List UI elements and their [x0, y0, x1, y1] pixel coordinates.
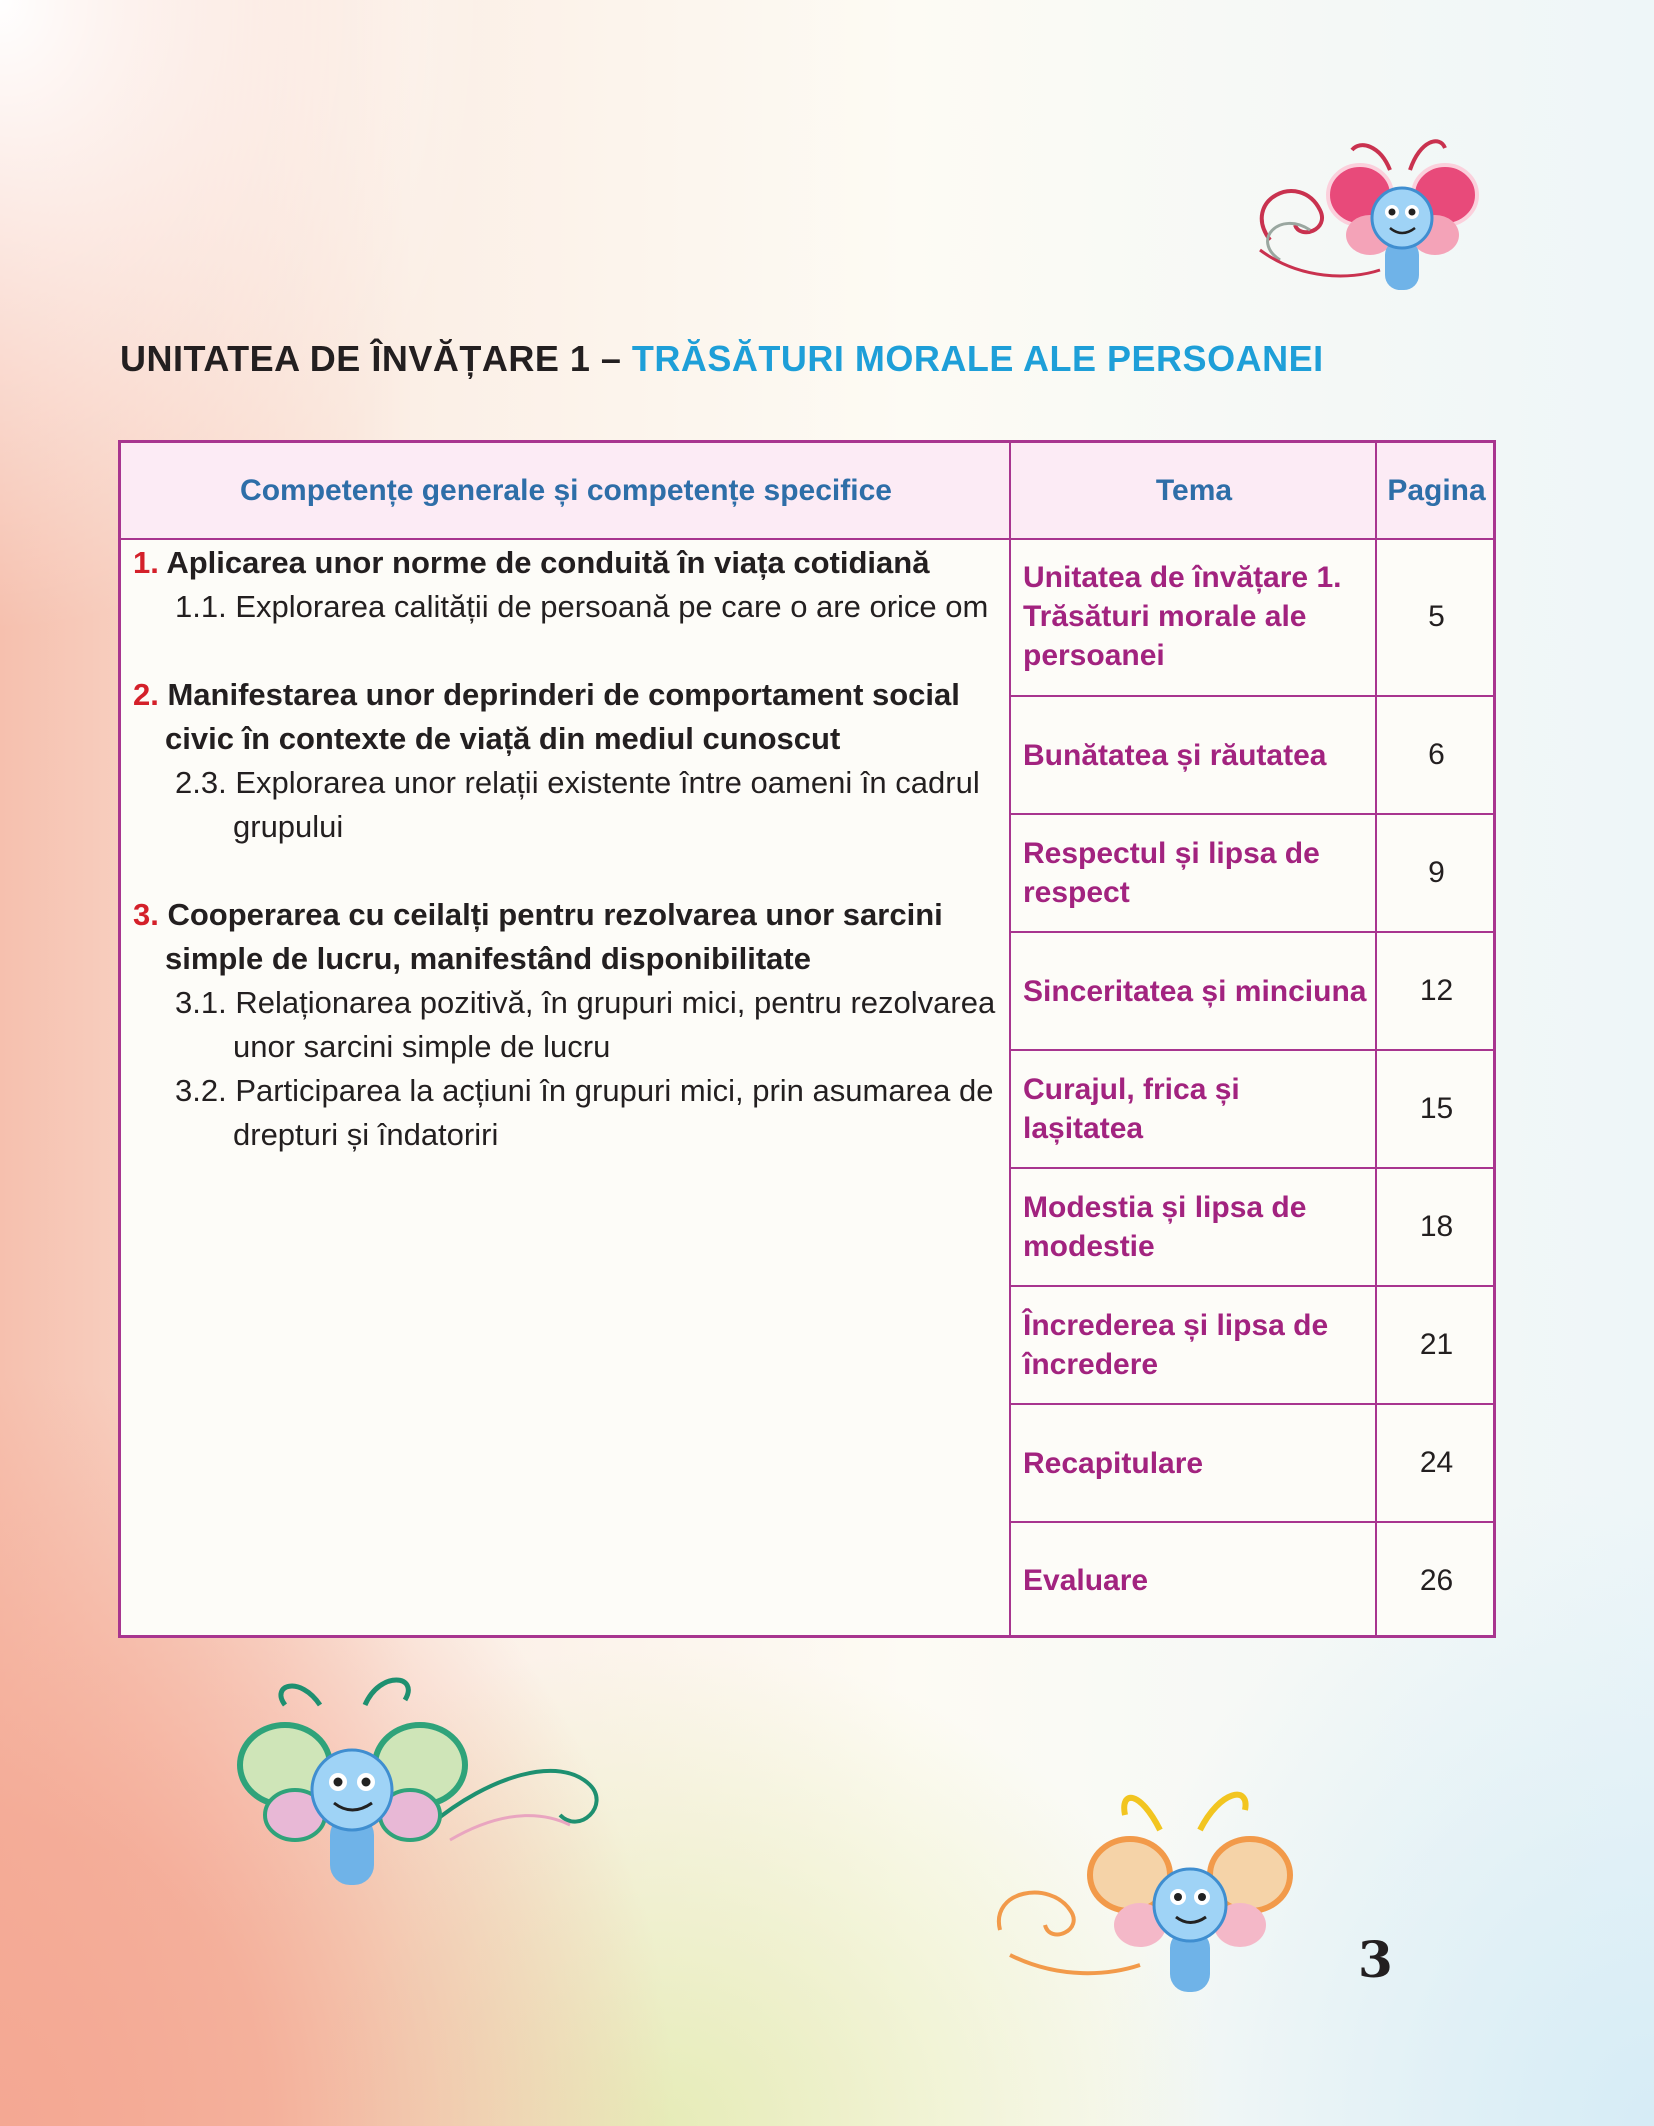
- theme-rows: [1011, 538, 1496, 1638]
- competence-number: 3.: [133, 897, 159, 932]
- table-row: [1011, 933, 1496, 1051]
- general-competence: [133, 541, 1013, 585]
- page-number-cell: 9: [1428, 856, 1445, 889]
- theme-link[interactable]: Evaluare: [1023, 1564, 1149, 1597]
- page-number: 3: [1358, 1930, 1393, 1989]
- competences-table: [118, 440, 1496, 1638]
- table-row: [1011, 1287, 1496, 1405]
- page-number-cell: 21: [1419, 1328, 1454, 1361]
- page-number-cell: 26: [1419, 1563, 1454, 1597]
- table-row: [1011, 815, 1496, 933]
- competence-text: Manifestarea unor deprinderi de comportament social civic în contexte de viață din mediul cunoscut: [165, 677, 960, 756]
- theme-link[interactable]: Unitatea de învățare 1. Trăsături morale ale persoanei: [1023, 561, 1342, 672]
- competence-number: 1.: [133, 545, 159, 580]
- general-competence: [133, 673, 1013, 761]
- theme-link[interactable]: Modestia și lipsa de modestie: [1023, 1191, 1307, 1263]
- competence-text: Aplicarea unor norme de conduită în viața cotidiană: [166, 545, 930, 580]
- butterfly-icon: [990, 1780, 1330, 2000]
- table-row: [1011, 538, 1496, 697]
- header-competences: Competențe generale și competențe specifice: [240, 473, 892, 507]
- specific-competence: 2.3. Explorarea unor relații existente între oameni în cadrul grupului: [175, 765, 980, 844]
- page-number-cell: 5: [1428, 599, 1445, 633]
- page-number-cell: 18: [1419, 1210, 1454, 1243]
- theme-link[interactable]: Recapitulare: [1023, 1446, 1204, 1480]
- butterfly-icon: [230, 1665, 610, 1895]
- table-row: [1011, 1051, 1496, 1169]
- butterfly-icon: [1240, 130, 1490, 300]
- page-number-cell: 12: [1419, 974, 1454, 1007]
- theme-link[interactable]: Sinceritatea și minciuna: [1023, 974, 1367, 1008]
- specific-competence: 1.1. Explorarea calității de persoană pe care o are orice om: [175, 589, 989, 624]
- page-number-cell: 24: [1419, 1446, 1454, 1479]
- theme-link[interactable]: Bunătatea și răutatea: [1023, 738, 1327, 772]
- theme-link[interactable]: Respectul și lipsa de respect: [1023, 837, 1320, 909]
- table-row: [1011, 1405, 1496, 1523]
- theme-link[interactable]: Curajul, frica și lașitatea: [1023, 1073, 1240, 1145]
- competence-text: Cooperarea cu ceilalți pentru rezolvarea unor sarcini simple de lucru, manifestând disponibilitate: [165, 897, 943, 976]
- header-theme: Tema: [1155, 473, 1233, 507]
- page-number-cell: 15: [1419, 1092, 1454, 1125]
- theme-link[interactable]: Încrederea și lipsa de încredere: [1023, 1309, 1329, 1381]
- specific-competence: 3.2. Participarea la acțiuni în grupuri mici, prin asumarea de drepturi și îndatoriri: [175, 1073, 994, 1152]
- competence-number: 2.: [133, 677, 159, 712]
- unit-heading: [120, 338, 1324, 380]
- competences-list: [133, 541, 1013, 1157]
- unit-heading-title: TRĂSĂTURI MORALE ALE PERSOANEI: [631, 338, 1324, 379]
- table-header: [121, 443, 1493, 540]
- header-page: Pagina: [1387, 473, 1486, 507]
- table-row: [1011, 1169, 1496, 1287]
- unit-heading-prefix: UNITATEA DE ÎNVĂȚARE 1 –: [120, 338, 622, 379]
- table-row: [1011, 697, 1496, 815]
- table-row: [1011, 1523, 1496, 1638]
- page-number-cell: 6: [1428, 738, 1445, 771]
- general-competence: [133, 893, 1013, 981]
- specific-competence: 3.1. Relaționarea pozitivă, în grupuri mici, pentru rezolvarea unor sarcini simple de lucru: [175, 985, 996, 1064]
